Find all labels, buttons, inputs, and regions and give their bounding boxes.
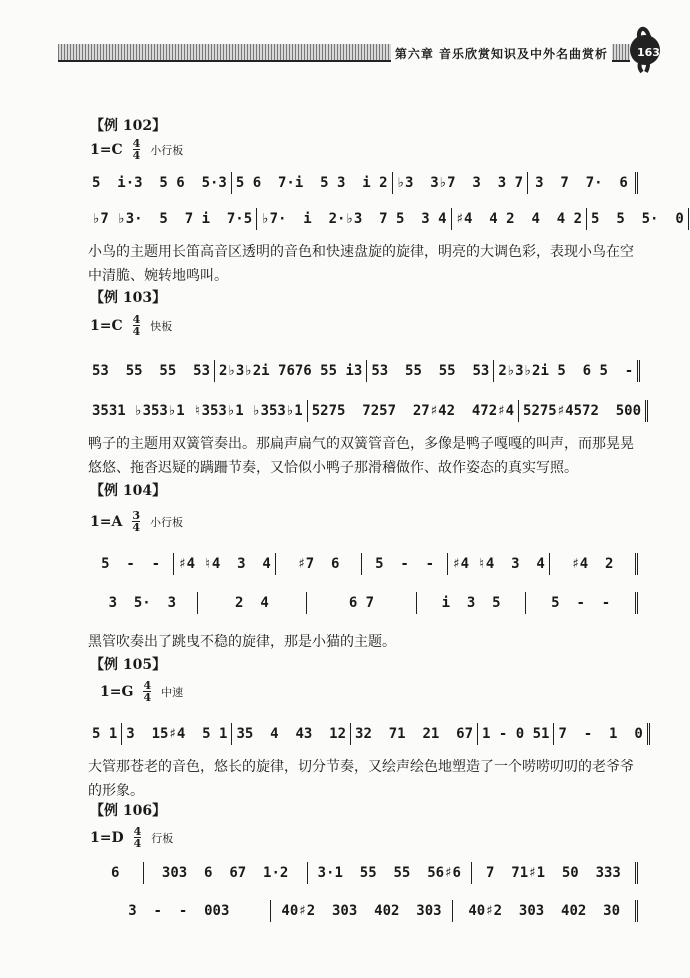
staff-line [88, 360, 638, 382]
measure: 3 7 7· 6 [528, 172, 638, 194]
example-label: 【例 106】 [90, 803, 167, 819]
measure: 5 - - [362, 553, 448, 575]
chapter-title: 第六章 音乐欣赏知识及中外名曲赏析 [391, 44, 612, 63]
measure: 5 - - [526, 592, 638, 614]
measure: ♯4 4 2 4 4 2 [452, 208, 587, 230]
measure: 32 71 21 67 [351, 723, 478, 745]
staff-line [88, 900, 638, 922]
measure: 2♭3♭2i 5 6 5 - [494, 360, 640, 382]
description-paragraph: 小鸟的主题用长笛高音区透明的音色和快速盘旋的旋律，明亮的大调色彩，表现小鸟在空中清脆、婉转地鸣叫。 [88, 244, 634, 284]
measure: 2♭3♭2i 7676 55 i3 [215, 360, 367, 382]
key-signature-line [90, 138, 183, 161]
measure: 3 - - 003 [88, 900, 271, 922]
key: 1=C [90, 141, 123, 158]
staff-line [88, 592, 638, 614]
page-number: 163 [637, 46, 660, 59]
example-label: 【例 103】 [90, 290, 167, 306]
measure: 53 55 55 53 [88, 360, 215, 382]
tempo-marking: 小行板 [150, 143, 184, 157]
key-signature-line [90, 510, 183, 533]
measure: 5275 7257 27♯42 472♯4 [308, 400, 519, 422]
measure: 5 1 [88, 723, 122, 745]
example-label: 【例 102】 [90, 118, 167, 134]
measure: 5 5 5· 0 [587, 208, 690, 230]
time-signature: 4 4 [132, 313, 141, 338]
example-label: 【例 105】 [90, 657, 167, 673]
measure: 3 5· 3 [88, 592, 198, 614]
time-signature: 4 4 [133, 825, 142, 850]
measure: 2 4 [198, 592, 308, 614]
description-paragraph: 大管那苍老的音色，悠长的旋律，切分节奏，又绘声绘色地塑造了一个唠唠叨叨的老爷爷的形象。 [88, 759, 634, 799]
key-signature-line [100, 680, 183, 703]
measure: ♯4 ♮4 3 4 [174, 553, 276, 575]
time-signature: 4 4 [132, 137, 141, 162]
staff-line [88, 723, 643, 745]
measure: 53 55 55 53 [367, 360, 494, 382]
measure: i 3 5 [417, 592, 527, 614]
measure: ♭7· i 2·♭3 7 5 3 4 [257, 208, 451, 230]
staff-line [88, 208, 684, 230]
measure: 40♯2 303 402 303 [271, 900, 454, 922]
measure: ♭3 3♭7 3 3 7 [393, 172, 528, 194]
measure: ♯4 2 [550, 553, 638, 575]
description-paragraph: 鸭子的主题用双簧管奏出。那扁声扁气的双簧管音色，多像是鸭子嘎嘎的叫声，而那晃晃悠悠、拖沓迟疑的蹒跚节奏，又恰似小鸭子那滑稽做作、故作姿态的真实写照。 [88, 436, 634, 476]
tempo-marking: 中速 [161, 685, 184, 699]
measure: 303 6 67 1·2 [144, 862, 308, 884]
key-signature-line [90, 826, 173, 849]
staff-line [88, 553, 638, 575]
staff-line [88, 400, 642, 422]
measure: ♯4 ♮4 3 4 [448, 553, 550, 575]
measure: 3531 ♭353♭1 ♮353♭1 ♭353♭1 [88, 400, 308, 422]
description-paragraph: 黑管吹奏出了跳曳不稳的旋律，那是小猫的主题。 [88, 634, 396, 650]
key: 1=C [90, 317, 123, 334]
measure: 6 7 [307, 592, 417, 614]
measure: 1 - 0 51 [478, 723, 554, 745]
measure: ♯7 6 [276, 553, 362, 575]
measure: 5 6 7·i 5 3 i 2 [232, 172, 393, 194]
measure: 6 [88, 862, 144, 884]
key-signature-line [90, 314, 172, 337]
tempo-marking: 小行板 [150, 515, 183, 529]
key: 1=G [100, 683, 134, 700]
key: 1=D [90, 829, 124, 846]
measure: 5275♯4572 500 [519, 400, 648, 422]
measure: 40♯2 303 402 30 [453, 900, 638, 922]
measure: 3 15♯4 5 1 [122, 723, 232, 745]
measure: 5 - - [88, 553, 174, 575]
measure: 3·1 55 55 56♯6 [308, 862, 472, 884]
time-signature: 3 4 [132, 509, 140, 534]
measure: 7 71♯1 50 333 [472, 862, 638, 884]
measure: ♭7 ♭3· 5 7 i 7·5 [88, 208, 257, 230]
tempo-marking: 行板 [151, 831, 174, 845]
measure: 5 i·3 5 6 5·3 [88, 172, 232, 194]
staff-line [88, 172, 638, 194]
measure: 7 - 1 0 [554, 723, 649, 745]
tempo-marking: 快板 [150, 319, 173, 333]
example-label: 【例 104】 [90, 483, 167, 499]
key: 1=A [90, 513, 123, 530]
time-signature: 4 4 [143, 679, 152, 704]
measure: 35 4 43 12 [232, 723, 351, 745]
staff-line [88, 862, 638, 884]
